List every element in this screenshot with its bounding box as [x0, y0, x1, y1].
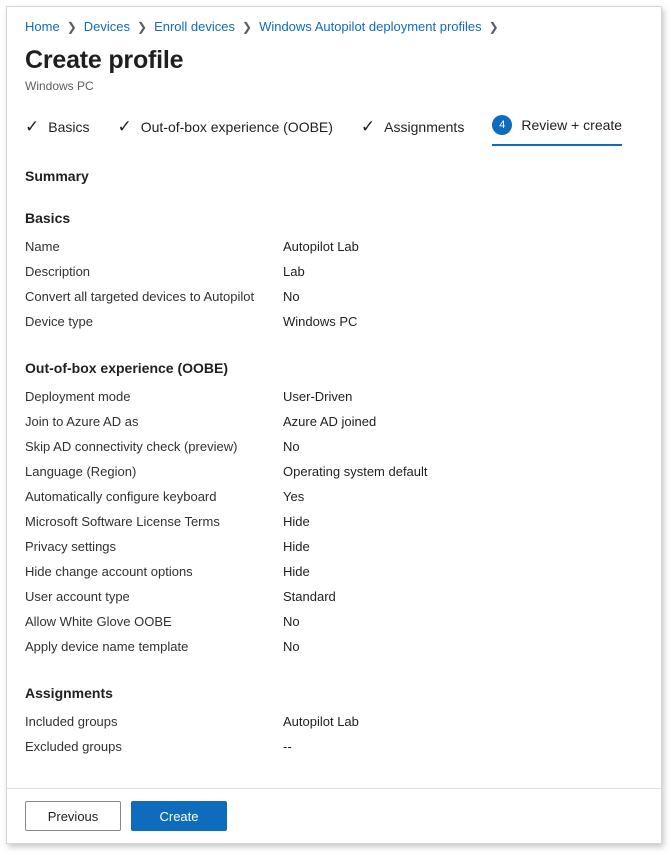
table-row [25, 584, 643, 609]
section-heading-basics: Basics [25, 210, 71, 226]
row-value: Operating system default [283, 464, 428, 479]
summary-table-oobe [25, 384, 643, 659]
section-heading-assignments: Assignments [25, 685, 113, 701]
tab-assignments[interactable] [361, 118, 464, 146]
row-value: No [283, 439, 300, 454]
table-row [25, 434, 643, 459]
row-value: Hide [283, 514, 310, 529]
check-icon: ✓ [360, 117, 376, 136]
table-row [25, 484, 643, 509]
tab-basics[interactable] [25, 118, 89, 146]
page-subtitle: Windows PC [25, 79, 94, 93]
table-row [25, 284, 643, 309]
row-value: Hide [283, 539, 310, 554]
row-value: Autopilot Lab [283, 714, 359, 729]
table-row [25, 309, 643, 334]
table-row [25, 459, 643, 484]
create-profile-window [6, 6, 662, 844]
create-button[interactable]: Create [131, 801, 227, 831]
summary-content [7, 146, 661, 788]
previous-button[interactable]: Previous [25, 801, 121, 831]
breadcrumb-item-enroll-devices[interactable]: Enroll devices [154, 19, 235, 34]
section-heading-oobe: Out-of-box experience (OOBE) [25, 360, 229, 376]
breadcrumb-separator-icon: ❯ [66, 19, 77, 34]
row-key: Microsoft Software License Terms [25, 514, 220, 529]
tab-basics-label: Basics [48, 118, 90, 135]
table-row [25, 709, 643, 734]
tab-review-create-label: Review + create [521, 117, 623, 133]
breadcrumb-item-devices[interactable]: Devices [83, 19, 130, 34]
wizard-tabs [7, 93, 661, 146]
wizard-footer [7, 788, 661, 843]
table-row [25, 259, 643, 284]
row-value: User-Driven [283, 389, 353, 404]
summary-heading: Summary [25, 168, 89, 184]
row-key: Hide change account options [25, 564, 193, 579]
table-row [25, 534, 643, 559]
row-key: Device type [25, 314, 93, 329]
table-row [25, 409, 643, 434]
row-key: Deployment mode [25, 389, 131, 404]
table-row [25, 559, 643, 584]
row-key: Privacy settings [25, 539, 117, 554]
tab-review-create[interactable] [492, 115, 622, 146]
row-value: Yes [283, 489, 305, 504]
row-key: Automatically configure keyboard [25, 489, 217, 504]
row-key: User account type [25, 589, 130, 604]
breadcrumb-item-home[interactable]: Home [25, 19, 60, 34]
row-key: Description [25, 264, 91, 279]
table-row [25, 734, 643, 759]
table-row [25, 384, 643, 409]
row-key: Excluded groups [25, 739, 122, 754]
row-value: Windows PC [283, 314, 358, 329]
check-icon: ✓ [25, 117, 40, 136]
tab-oobe-label: Out-of-box experience (OOBE) [140, 118, 333, 135]
row-value: Autopilot Lab [283, 239, 359, 254]
breadcrumb-separator-icon: ❯ [242, 19, 253, 34]
row-key: Language (Region) [25, 464, 137, 479]
row-key: Allow White Glove OOBE [25, 614, 172, 629]
table-row [25, 609, 643, 634]
row-key: Name [25, 239, 60, 254]
breadcrumb-separator-icon: ❯ [488, 19, 499, 34]
row-value: Standard [283, 589, 336, 604]
row-key: Apply device name template [25, 639, 189, 654]
table-row [25, 634, 643, 659]
row-value: No [283, 289, 300, 304]
summary-table-assignments [25, 709, 643, 759]
title-area [7, 40, 661, 93]
page-title: Create profile [25, 46, 184, 74]
table-row [25, 509, 643, 534]
row-key: Convert all targeted devices to Autopilot [25, 289, 255, 304]
row-value: No [283, 639, 300, 654]
step-number-badge: 4 [492, 115, 512, 135]
summary-table-basics [25, 234, 643, 334]
tab-assignments-label: Assignments [384, 118, 465, 135]
row-value: Lab [283, 264, 305, 279]
row-value: No [283, 614, 300, 629]
row-value: Azure AD joined [283, 414, 377, 429]
row-value: -- [283, 739, 292, 754]
row-key: Join to Azure AD as [25, 414, 139, 429]
table-row [25, 234, 643, 259]
row-value: Hide [283, 564, 310, 579]
tab-oobe[interactable] [117, 118, 332, 146]
row-key: Skip AD connectivity check (preview) [25, 439, 238, 454]
breadcrumb-separator-icon: ❯ [137, 19, 148, 34]
check-icon: ✓ [117, 117, 132, 136]
row-key: Included groups [25, 714, 118, 729]
breadcrumb-item-windows-autopilot-deployment-profiles[interactable]: Windows Autopilot deployment profiles [259, 19, 482, 34]
breadcrumb [7, 7, 661, 40]
